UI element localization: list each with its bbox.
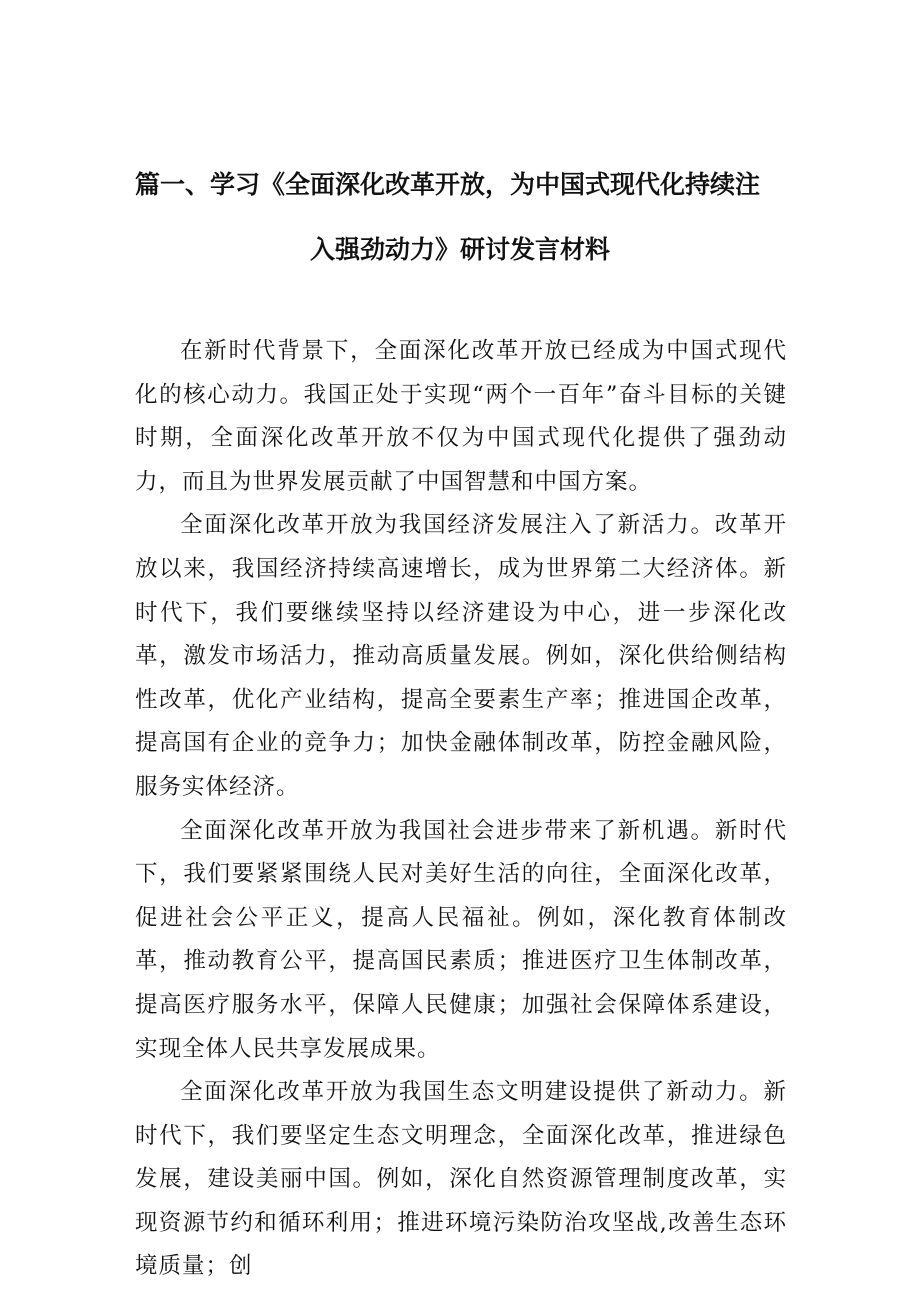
paragraph-2: 全面深化改革开放为我国经济发展注入了新活力。改革开放以来，我国经济持续高速增长，成为世界第二大经济体。新时代下，我们要继续坚持以经济建设为中心，进一步深化改革，激发市场活力，推动高质量发展。例如，深化供给侧结构性改革，优化产业结构，提高全要素生产率；推进国企改革，提高国有企业的竞争力；加快金融体制改革，防控金融风险，服务实体经济。 bbox=[135, 512, 787, 800]
document-title-line-1: 篇一、学习《全面深化改革开放，为中国式现代化持续注 bbox=[135, 170, 761, 199]
paragraph-1: 在新时代背景下，全面深化改革开放已经成为中国式现代化的核心动力。我国正处于实现“两个一百年”奋斗目标的关键时期，全面深化改革开放不仅为中国式现代化提供了强劲动力，而且为世界发展贡献了中国智慧和中国方案。 bbox=[135, 338, 787, 495]
paragraph-4: 全面深化改革开放为我国生态文明建设提供了新动力。新时代下，我们要坚定生态文明理念，全面深化改革，推进绿色发展，建设美丽中国。例如，深化自然资源管理制度改革，实现资源节约和循环利用；推进环境污染防治攻坚战,改善生态环境质量；创 bbox=[135, 1079, 787, 1280]
paragraph-3: 全面深化改革开放为我国社会进步带来了新机遇。新时代下，我们要紧紧围绕人民对美好生活的向往，全面深化改革，促进社会公平正义，提高人民福祉。例如，深化教育体制改革，推动教育公平，提高国民素质；推进医疗卫生体制改革，提高医疗服务水平，保障人民健康；加强社会保障体系建设，实现全体人民共享发展成果。 bbox=[135, 817, 787, 1062]
document-body bbox=[135, 330, 787, 1289]
document-title-line-2: 入强劲动力》研讨发言材料 bbox=[309, 235, 610, 264]
